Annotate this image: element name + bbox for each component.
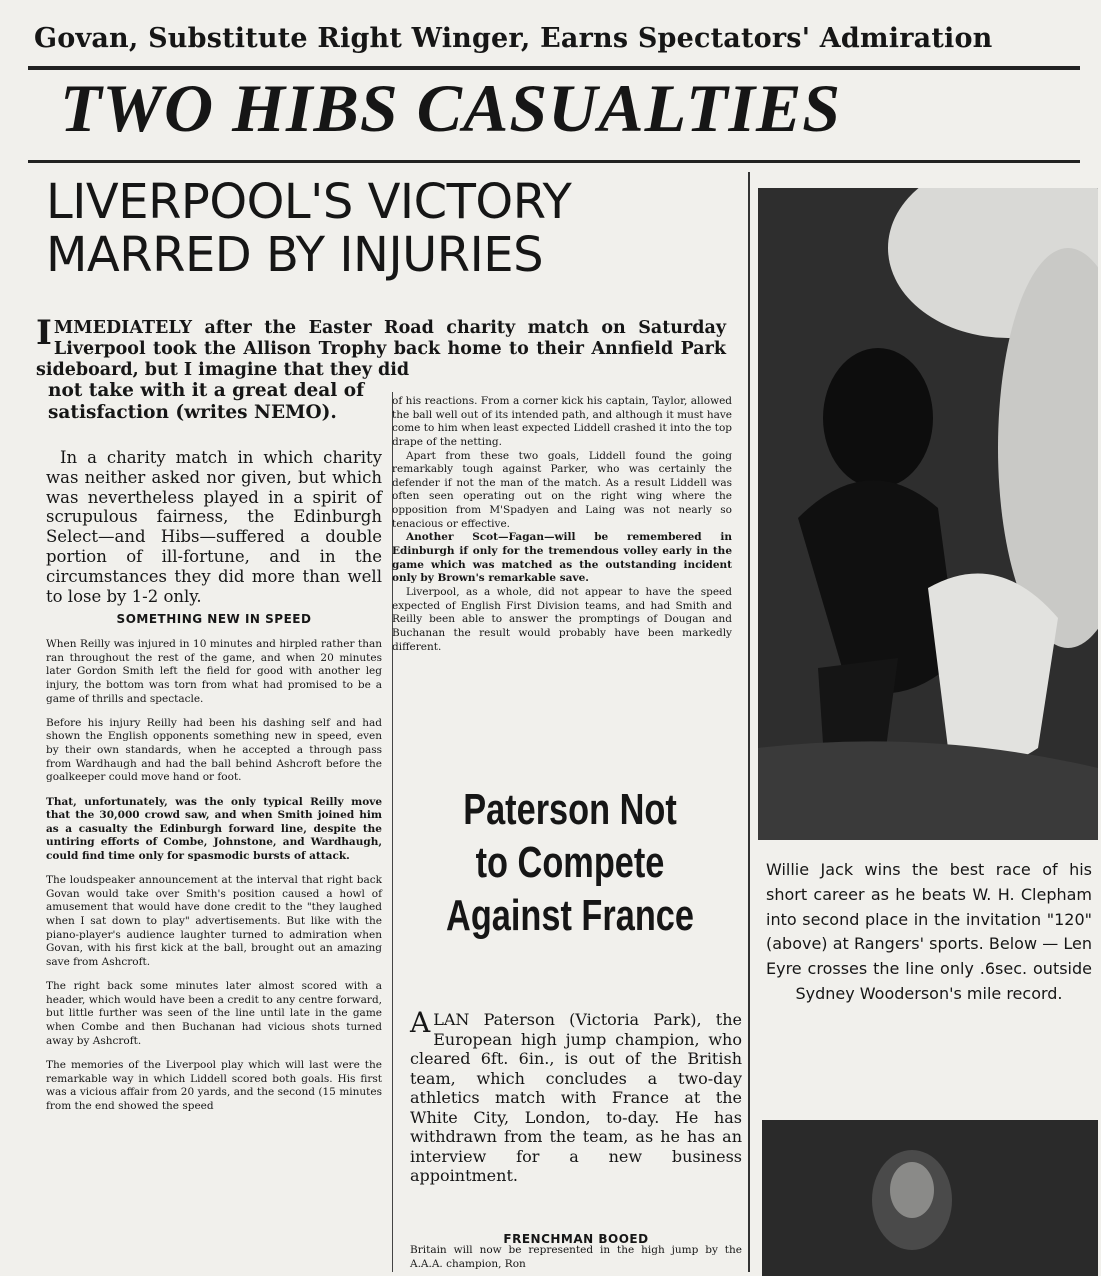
- column-rule-photo: [748, 172, 750, 1272]
- paterson-text: LAN Paterson (Victoria Park), the European high jump champion, who cleared 6ft. 6in., is out of the British team, which concludes a two-day athletics match with France at the White City, London, to-day. He has withdrawn from the team, as he has an interview for a new business appointment.: [410, 1010, 742, 1186]
- column-a-paragraph: Before his injury Reilly had been his dashing self and had shown the English opponents something new in speed, even by their own standards, when he accepted a through pass from Wardhaugh and had the ball behind Ashcroft before the goalkeeper could move hand or foot.: [46, 716, 382, 784]
- photo-caption: Willie Jack wins the best race of his short career as he beats W. H. Clepham into second place in the invitation "120" (above) at Rangers' sports. Below — Len Eyre crosses the line only .6sec. outside Sydney Wooderson's mile record.: [766, 860, 1092, 1003]
- column-a-paragraph: The right back some minutes later almost scored with a header, which would have been a credit to any centre forward, but little further was seen of the line until late in the game when Combe and then Buchanan had vicious shots turned away by Ashcroft.: [46, 980, 382, 1047]
- column-b-paragraph: Liverpool, as a whole, did not appear to have the speed expected of English First Division teams, and had Smith and Reilly been able to answer the promptings of Dougan and Buchanan the result would probably have been markedly different.: [392, 585, 732, 653]
- paterson-headline: [437, 784, 702, 942]
- lede-drop-cap: I: [36, 313, 52, 353]
- main-headline-line1: LIVERPOOL'S VICTORY: [46, 174, 572, 230]
- subheading-frenchman: FRENCHMAN BOOED: [503, 1232, 649, 1246]
- column-b-paragraph: Apart from these two goals, Liddell found the going remarkably tough against Parker, who was certainly the defender if not the man of the match. As a result Liddell was often seen operating out on the right wing where the opposition from M'Spadyen and Laing was not nearly so tenacious or effective.: [392, 449, 732, 530]
- column-b-body: [392, 395, 732, 654]
- column-a-body: [46, 606, 382, 1124]
- column-a-paragraph: The loudspeaker announcement at the interval that right back Govan would take over Smith's position caused a howl of amusement that would have done credit to the "they laughed when I sat down to play" advertisements. But like with the piano-player's audience laughter turned to admiration when Govan, with his first kick at the ball, brought out an amazing save from Ashcroft.: [46, 874, 382, 969]
- paterson-tail: Britain will now be represented in the high jump by the A.A.A. champion, Ron: [410, 1244, 742, 1270]
- column-a-paragraph: That, unfortunately, was the only typical Reilly move that the 30,000 crowd saw, and when Smith joined him as a casualty the Edinburgh forward line, despite the untiring efforts of Combe, Johnstone, and Wardhaugh, could find time only for spasmodic bursts of attack.: [46, 795, 382, 863]
- photo-mile-race-image: [762, 1120, 1098, 1276]
- paterson-headline-line2: to Compete: [475, 837, 665, 887]
- photo-mile-race: [762, 1120, 1098, 1276]
- column-a-paragraph: The memories of the Liverpool play which will last were the remarkable way in which Liddell scored both goals. His first was a vicious affair from 20 yards, and the second (15 minutes from the end showed the speed: [46, 1058, 382, 1112]
- paterson-body: [410, 1006, 742, 1186]
- column-a-intro: [46, 448, 382, 606]
- photo-sprint-race-image: [758, 188, 1098, 840]
- rule-below-banner: [28, 160, 1080, 163]
- subheading-speed: SOMETHING NEW IN SPEED: [116, 612, 312, 626]
- column-a-paragraph: When Reilly was injured in 10 minutes and hirpled rather than ran throughout the rest of the game, and when 20 minutes later Gordon Smith left the field for good with another leg injury, the bottom was torn from what had promised to be a game of thrills and spectacle.: [46, 638, 382, 705]
- column-a-paragraph: In a charity match in which charity was neither asked nor given, but which was nevertheless played in a spirit of scrupulous fairness, the Edinburgh Select—and Hibs—suffered a double portion of ill-fortune, and in the circumstances they did more than well to lose by 1-2 only.: [46, 448, 382, 606]
- kicker-headline: Govan, Substitute Right Winger, Earns Spectators' Admiration: [34, 23, 993, 54]
- paterson-headline-line3: Against France: [446, 890, 694, 940]
- lede-paragraph: [36, 313, 726, 381]
- column-b-paragraph: of his reactions. From a corner kick his captain, Taylor, allowed the ball well out of its intended path, and although it must have come to him when least expected Liddell crashed it into the top drape of the netting.: [392, 395, 732, 448]
- banner-headline: TWO HIBS CASUALTIES: [60, 70, 842, 146]
- main-headline: [46, 176, 746, 282]
- paterson-headline-line1: Paterson Not: [463, 785, 677, 834]
- lede-text: MMEDIATELY after the Easter Road charity match on Saturday Liverpool took the Allison Trophy back home to their Annfield Park sideboard, but I imagine that they did: [36, 318, 726, 380]
- paterson-drop-cap: A: [410, 1006, 431, 1039]
- photo-sprint-race: [758, 188, 1098, 840]
- lede-continuation: not take with it a great deal of satisfaction (writes NEMO).: [48, 380, 365, 424]
- column-b-paragraph: Another Scot—Fagan—will be remembered in Edinburgh if only for the tremendous volley early in the game which was matched as the outstanding incident only by Brown's remarkable save.: [392, 531, 732, 585]
- main-headline-line2: MARRED BY INJURIES: [46, 226, 544, 283]
